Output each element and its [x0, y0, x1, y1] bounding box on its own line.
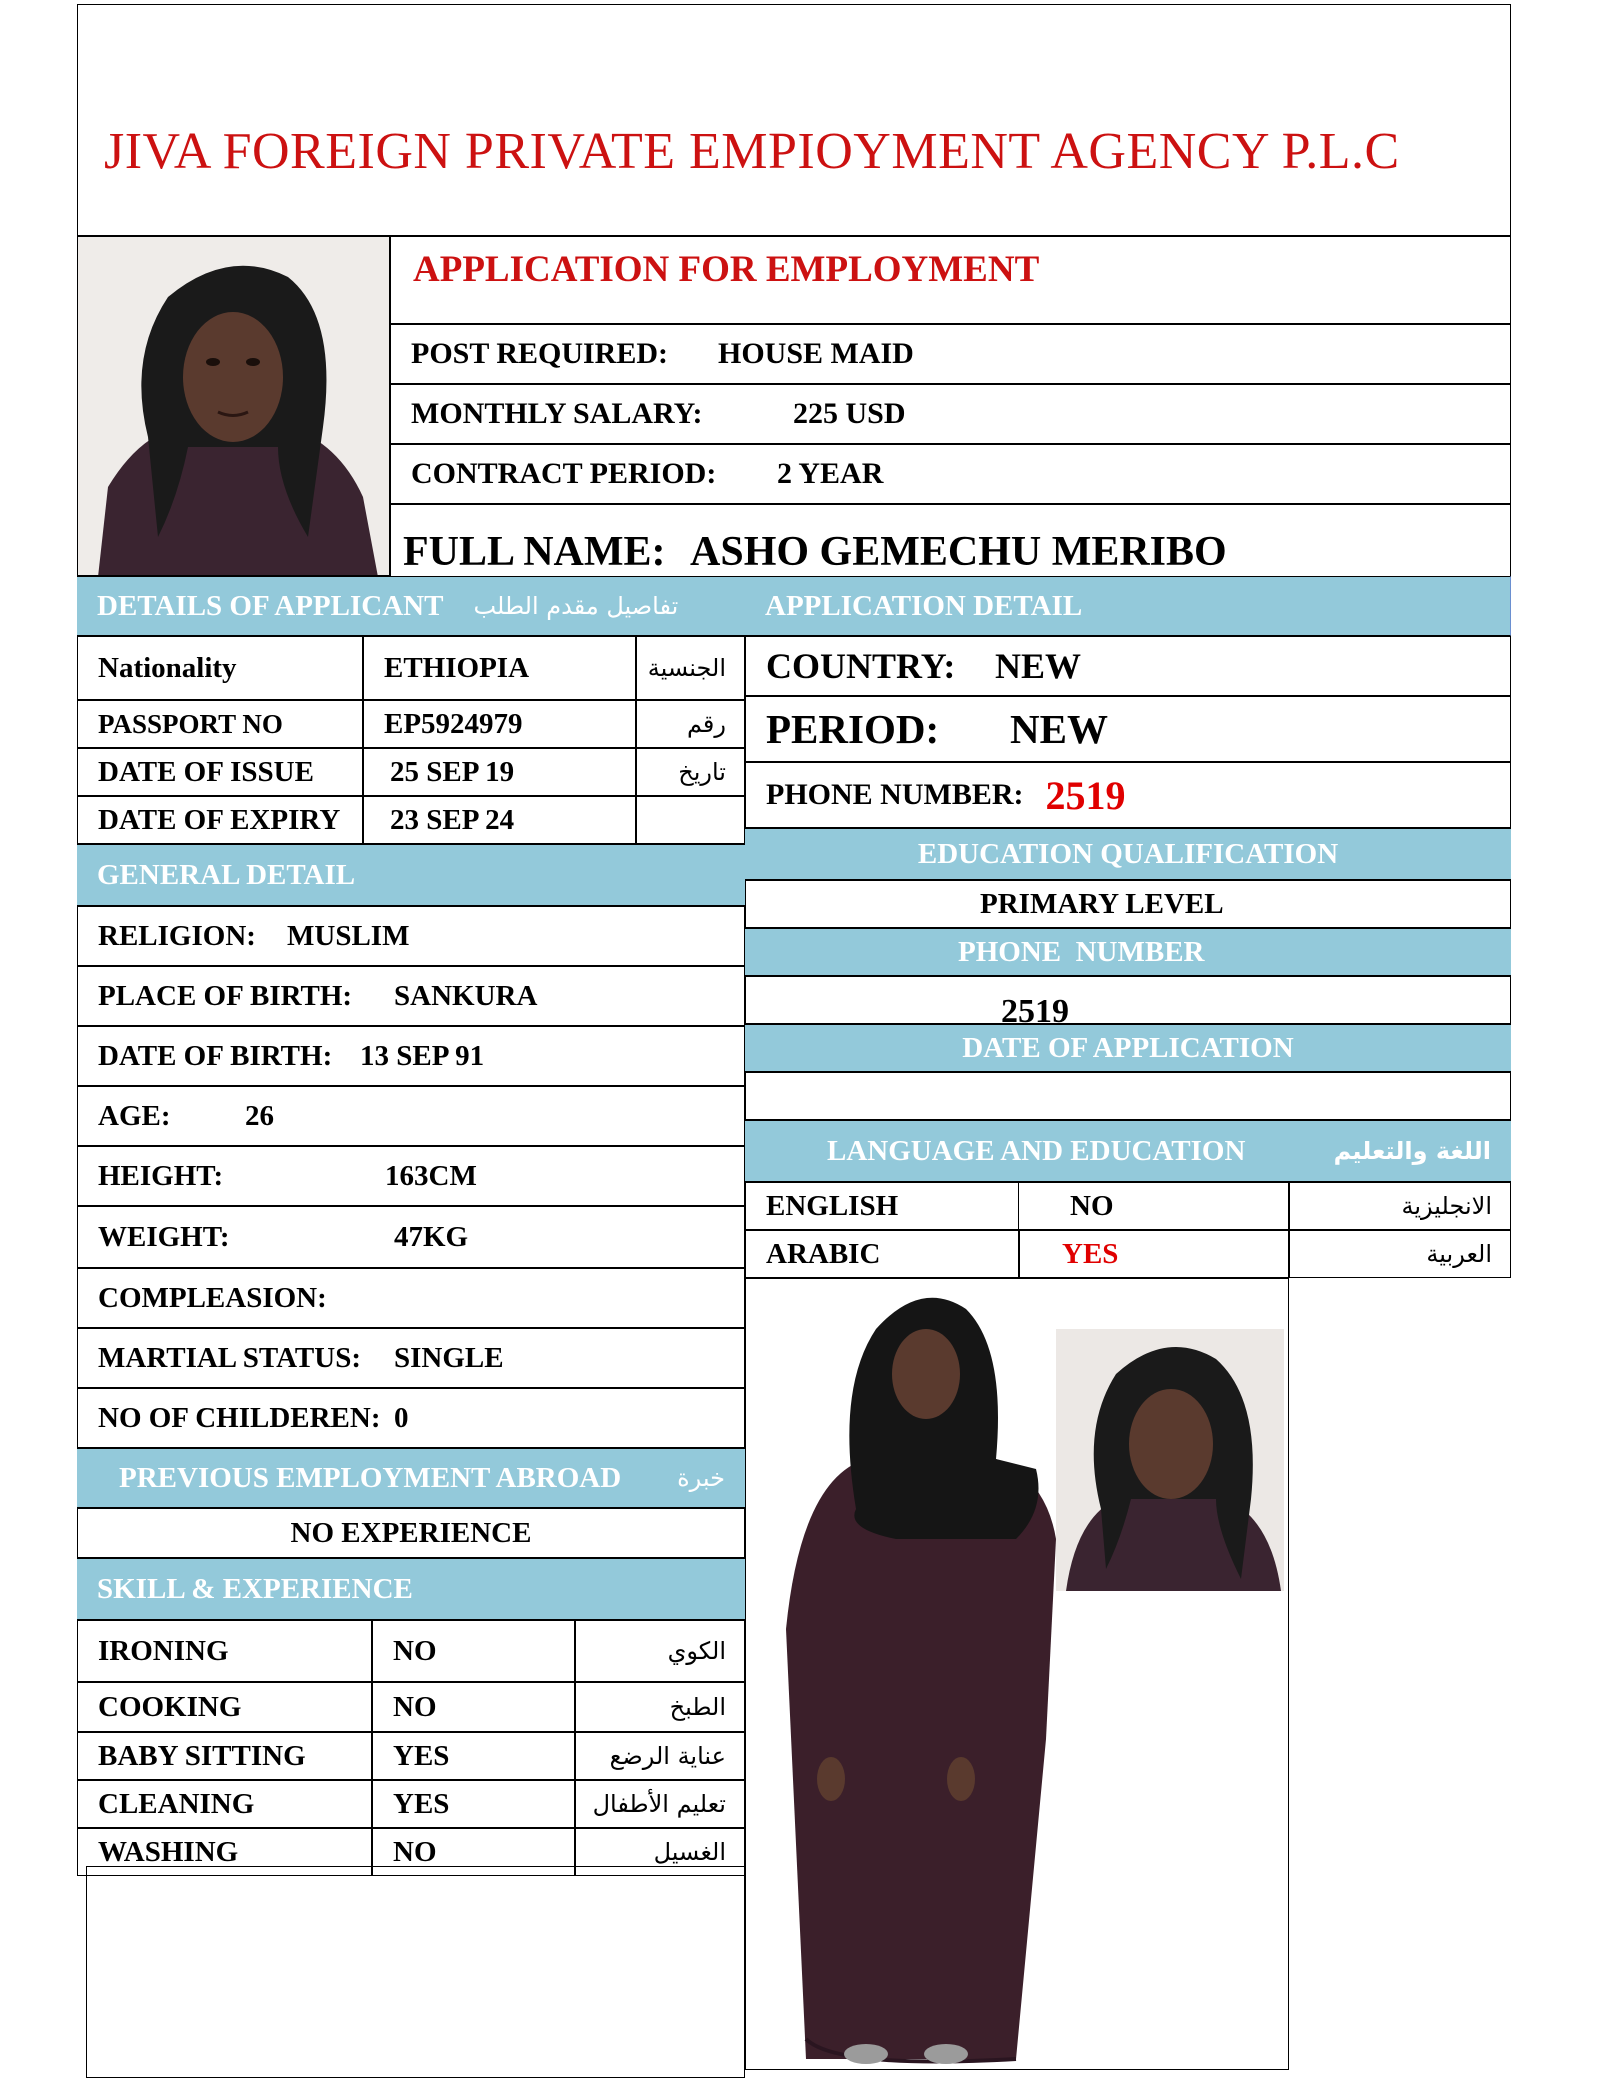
phone-number-row: [745, 762, 1511, 828]
date-of-expiry-value-cell: [363, 796, 636, 844]
skill-baby-sitting-label-cell: [77, 1732, 372, 1780]
details-of-applicant-header: [77, 576, 745, 636]
weight-label: WEIGHT:: [98, 1220, 230, 1253]
details-of-applicant-title: DETAILS OF APPLICANT: [97, 589, 444, 622]
arabic-value: YES: [1062, 1237, 1119, 1270]
age-value: 26: [245, 1099, 274, 1132]
skill-ironing-label-ar: الكوي: [667, 1637, 726, 1665]
skill-washing-value: NO: [393, 1835, 437, 1868]
place-of-birth-label: PLACE OF BIRTH:: [98, 979, 353, 1012]
date-of-issue-label: DATE OF ISSUE: [98, 755, 314, 788]
religion-label: RELIGION:: [98, 919, 256, 952]
post-required-label: POST REQUIRED:: [411, 337, 668, 370]
previous-employment-value: NO EXPERIENCE: [290, 1516, 532, 1549]
education-value: PRIMARY LEVEL: [980, 887, 1224, 920]
english-label: ENGLISH: [766, 1189, 899, 1222]
date-of-issue-value-cell: [363, 748, 636, 796]
age-row: [77, 1086, 745, 1146]
contract-period-label: CONTRACT PERIOD:: [411, 457, 717, 490]
skill-experience-header: [77, 1558, 745, 1620]
application-detail-header: [745, 576, 1511, 636]
education-row: [745, 880, 1511, 928]
passport-ar-cell: [636, 700, 745, 748]
english-label-ar: الانجليزية: [1401, 1192, 1492, 1220]
arabic-label: ARABIC: [766, 1237, 881, 1270]
period-label: PERIOD:: [766, 706, 940, 752]
language-title-ar: اللغة والتعليم: [1333, 1137, 1491, 1165]
photo-frame-top: [77, 236, 390, 576]
skill-ironing-label-cell: [77, 1620, 372, 1682]
language-title: LANGUAGE AND EDUCATION: [827, 1134, 1246, 1167]
nationality-label: Nationality: [98, 651, 237, 684]
post-required-value: HOUSE MAID: [718, 337, 914, 370]
children-row: [77, 1388, 745, 1448]
date-of-issue-label-ar: تاريخ: [678, 758, 726, 786]
english-value: NO: [1070, 1189, 1114, 1222]
passport-value-cell: [363, 700, 636, 748]
date-of-birth-row: [77, 1026, 745, 1086]
weight-value: 47KG: [394, 1220, 469, 1253]
date-of-application-row: [745, 1072, 1511, 1120]
period-row: [745, 696, 1511, 762]
skill-baby-sitting-label: BABY SITTING: [98, 1739, 306, 1772]
skill-washing-label: WASHING: [98, 1835, 239, 1868]
previous-employment-title-ar: خبرة: [677, 1464, 725, 1492]
passport-label-ar: رقم: [686, 710, 726, 738]
previous-employment-title: PREVIOUS EMPLOYMENT ABROAD: [119, 1461, 622, 1494]
phone-section-header: [745, 928, 1511, 976]
marital-status-value: SINGLE: [394, 1341, 504, 1374]
children-label: NO OF CHILDEREN:: [98, 1401, 381, 1434]
skill-baby-sitting-ar-cell: [575, 1732, 745, 1780]
passport-value: EP5924979: [384, 707, 523, 740]
place-of-birth-value: SANKURA: [394, 979, 538, 1012]
nationality-ar-cell: [636, 636, 745, 700]
arabic-value-cell: [1019, 1230, 1289, 1278]
place-of-birth-row: [77, 966, 745, 1026]
skill-cooking-label-cell: [77, 1682, 372, 1732]
previous-employment-header: [77, 1448, 745, 1508]
arabic-label-ar: العربية: [1426, 1240, 1492, 1268]
passport-label-cell: [77, 700, 363, 748]
monthly-salary-row: [390, 384, 1511, 444]
skill-cooking-value-cell: [372, 1682, 575, 1732]
photo-frame-bottom: [745, 1278, 1289, 2070]
skill-cooking-value: NO: [393, 1690, 437, 1723]
skill-cooking-label: COOKING: [98, 1690, 242, 1723]
post-required-row: [390, 324, 1511, 384]
country-label: COUNTRY:: [766, 646, 956, 686]
skill-cleaning-value: YES: [393, 1787, 450, 1820]
general-detail-header: [77, 844, 745, 906]
skill-cleaning-ar-cell: [575, 1780, 745, 1828]
date-of-application-title: DATE OF APPLICATION: [962, 1031, 1294, 1064]
nationality-label-ar: الجنسية: [647, 654, 726, 682]
date-of-application-header: [745, 1024, 1511, 1072]
date-of-birth-label: DATE OF BIRTH:: [98, 1039, 333, 1072]
arabic-label-cell: [745, 1230, 1019, 1278]
height-row: [77, 1146, 745, 1206]
skill-cleaning-value-cell: [372, 1780, 575, 1828]
weight-row: [77, 1206, 745, 1268]
blank-box-bottom-left: [86, 1866, 745, 2078]
complexion-label: COMPLEASION:: [98, 1281, 327, 1314]
application-detail-title: APPLICATION DETAIL: [765, 589, 1083, 622]
country-value: NEW: [995, 646, 1082, 686]
applicant-portrait-photo: [78, 237, 390, 576]
phone-section-value: 2519: [1001, 993, 1069, 1024]
education-title: EDUCATION QUALIFICATION: [917, 837, 1339, 870]
skill-experience-title: SKILL & EXPERIENCE: [97, 1572, 413, 1605]
skill-baby-sitting-value: YES: [393, 1739, 450, 1772]
skill-ironing-value: NO: [393, 1634, 437, 1667]
full-name-label: FULL NAME:: [403, 529, 666, 575]
skill-cleaning-label-cell: [77, 1780, 372, 1828]
date-of-issue-label-cell: [77, 748, 363, 796]
date-of-expiry-value: 23 SEP 24: [390, 803, 515, 836]
language-header: [745, 1120, 1511, 1182]
date-of-expiry-label: DATE OF EXPIRY: [98, 803, 341, 836]
date-of-birth-value: 13 SEP 91: [360, 1039, 485, 1072]
date-of-expiry-label-cell: [77, 796, 363, 844]
skill-baby-sitting-label-ar: عناية الرضع: [609, 1742, 726, 1770]
skill-cooking-label-ar: الطبخ: [669, 1693, 726, 1721]
education-header: [745, 828, 1511, 880]
full-name-value: ASHO GEMECHU MERIBO: [690, 529, 1227, 575]
agency-header-box: [77, 4, 1511, 236]
phone-number-value: 2519: [1045, 772, 1126, 818]
complexion-row: [77, 1268, 745, 1328]
marital-status-label: MARTIAL STATUS:: [98, 1341, 361, 1374]
skill-ironing-value-cell: [372, 1620, 575, 1682]
skill-cleaning-label-ar: تعليم الأطفال: [592, 1790, 726, 1818]
applicant-inset-portrait: [1056, 1329, 1284, 1591]
arabic-ar-cell: [1289, 1230, 1511, 1278]
height-value: 163CM: [385, 1159, 477, 1192]
religion-row: [77, 906, 745, 966]
application-title: APPLICATION FOR EMPLOYMENT: [413, 249, 1040, 290]
country-row: [745, 636, 1511, 696]
marital-status-row: [77, 1328, 745, 1388]
children-value: 0: [394, 1401, 409, 1434]
phone-section-title: PHONE NUMBER: [958, 935, 1205, 968]
monthly-salary-label: MONTHLY SALARY:: [411, 397, 703, 430]
religion-value: MUSLIM: [287, 919, 410, 952]
height-label: HEIGHT:: [98, 1159, 224, 1192]
english-value-cell: [1019, 1182, 1289, 1230]
skill-ironing-label: IRONING: [98, 1634, 229, 1667]
date-of-issue-ar-cell: [636, 748, 745, 796]
skill-baby-sitting-value-cell: [372, 1732, 575, 1780]
passport-label: PASSPORT NO: [98, 708, 283, 739]
general-detail-title: GENERAL DETAIL: [97, 858, 356, 891]
nationality-label-cell: [77, 636, 363, 700]
nationality-value: ETHIOPIA: [384, 651, 530, 684]
period-value: NEW: [1010, 706, 1108, 752]
skill-cooking-ar-cell: [575, 1682, 745, 1732]
nationality-value-cell: [363, 636, 636, 700]
skill-ironing-ar-cell: [575, 1620, 745, 1682]
previous-employment-row: [77, 1508, 745, 1558]
age-label: AGE:: [98, 1099, 171, 1132]
contract-period-value: 2 YEAR: [777, 457, 884, 490]
agency-name: JIVA FOREIGN PRIVATE EMPIOYMENT AGENCY P.L.C: [104, 123, 1400, 180]
contract-period-row: [390, 444, 1511, 504]
phone-section-row: [745, 976, 1511, 1024]
date-of-expiry-ar-cell: [636, 796, 745, 844]
date-of-issue-value: 25 SEP 19: [390, 755, 515, 788]
monthly-salary-value: 225 USD: [793, 397, 906, 430]
english-ar-cell: [1289, 1182, 1511, 1230]
applicant-full-body-photo: [746, 1279, 1286, 2067]
english-label-cell: [745, 1182, 1019, 1230]
details-of-applicant-title-ar: تفاصيل مقدم الطلب: [473, 592, 679, 620]
phone-number-label: PHONE NUMBER:: [766, 778, 1024, 811]
full-name-row: [403, 528, 1227, 576]
skill-washing-label-ar: الغسيل: [653, 1838, 726, 1866]
skill-cleaning-label: CLEANING: [98, 1787, 255, 1820]
